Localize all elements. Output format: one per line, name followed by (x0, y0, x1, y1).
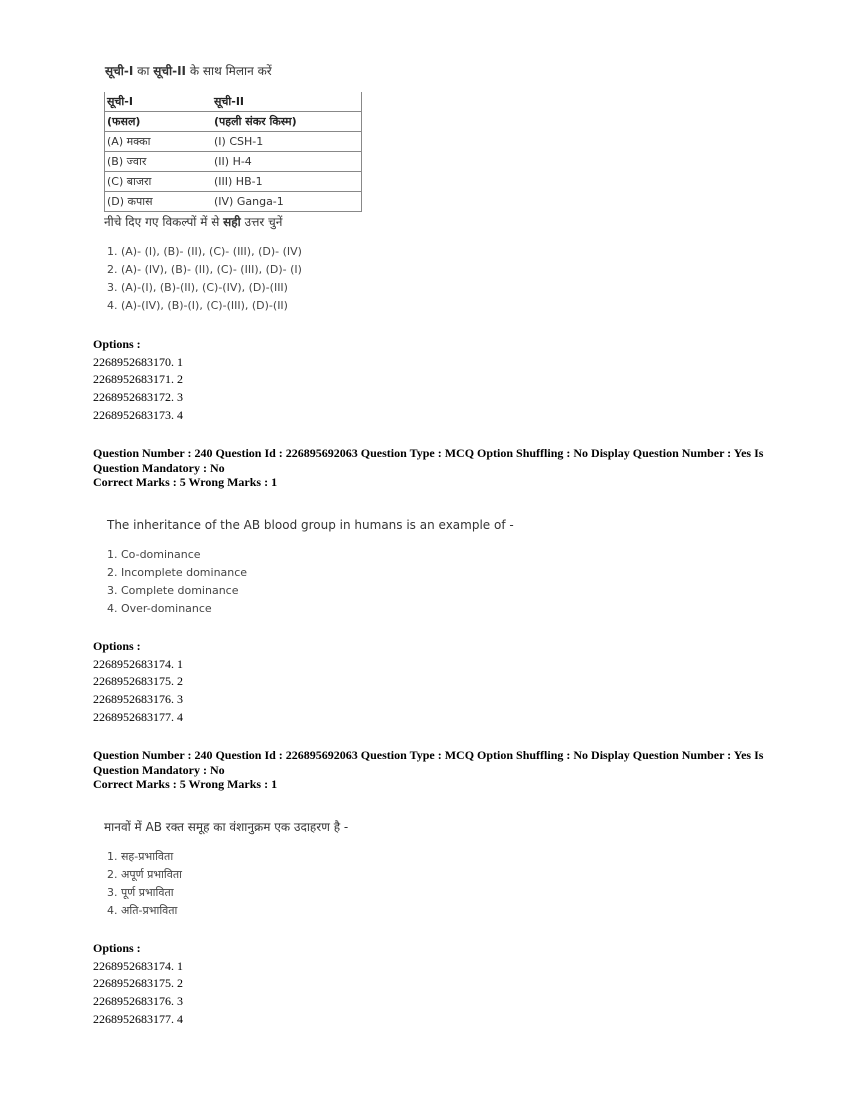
list-item: 2. अपूर्ण प्रभाविता (107, 868, 183, 881)
list-1-label: सूची-I (105, 64, 134, 78)
option-id: 2268952683177. 4 (93, 1011, 183, 1026)
table-cell: (पहली संकर किस्म) (212, 112, 362, 132)
option-id: 2268952683177. 4 (93, 709, 183, 724)
options-header: Options : (93, 337, 141, 351)
option-id: 2268952683174. 1 (93, 656, 183, 671)
choice-list (107, 848, 182, 920)
table-row (105, 192, 362, 212)
prompt-bold: सही (223, 215, 241, 229)
list-item: 1. (A)- (I), (B)- (II), (C)- (III), (D)- (IV) (107, 245, 302, 258)
list-item: 4. अति-प्रभाविता (107, 904, 178, 917)
table-cell: सूची-II (212, 92, 362, 112)
instruction-tail: के साथ मिलान करें (186, 64, 272, 78)
question-text: The inheritance of the AB blood group in humans is an example of - (107, 518, 514, 532)
table-cell: (I) CSH-1 (212, 132, 362, 152)
option-id: 2268952683176. 3 (93, 692, 183, 707)
option-id: 2268952683175. 2 (93, 976, 183, 991)
options-header: Options : (93, 941, 141, 955)
table-cell: (III) HB-1 (212, 172, 362, 192)
options-block (93, 336, 183, 425)
list-item: 4. (A)-(IV), (B)-(I), (C)-(III), (D)-(II) (107, 299, 288, 312)
marks-line: Correct Marks : 5 Wrong Marks : 1 (93, 475, 278, 489)
option-id: 2268952683170. 1 (93, 354, 183, 369)
choice-list (107, 546, 247, 618)
option-id: 2268952683171. 2 (93, 372, 183, 387)
table-cell: (B) ज्वार (105, 152, 213, 172)
table-cell: (II) H-4 (212, 152, 362, 172)
options-block (93, 638, 183, 727)
list-item: 4. Over-dominance (107, 602, 212, 615)
question-text: मानवों में AB रक्त समूह का वंशानुक्रम एक उदाहरण है - (104, 820, 349, 834)
table-header-row (105, 92, 362, 112)
prompt-pre: नीचे दिए गए विकल्पों में से (104, 215, 224, 229)
table-cell: (C) बाजरा (105, 172, 213, 192)
marks-line: Correct Marks : 5 Wrong Marks : 1 (93, 777, 278, 791)
list-item: 3. पूर्ण प्रभाविता (107, 886, 174, 899)
table-subheader-row (105, 112, 362, 132)
list-2-label: सूची-II (153, 64, 187, 78)
match-table (104, 92, 362, 212)
table-row (105, 132, 362, 152)
list-item: 1. Co-dominance (107, 548, 201, 561)
select-prompt (104, 213, 282, 231)
option-id: 2268952683173. 4 (93, 407, 183, 422)
choice-list (107, 243, 302, 315)
question-meta: Question Number : 240 Question Id : 226895692063 Question Type : MCQ Option Shuffling : No Display Question Number : Yes Is Question Mandatory : No (93, 748, 764, 777)
table-cell: (D) कपास (105, 192, 213, 212)
match-instruction (105, 62, 272, 80)
option-id: 2268952683175. 2 (93, 674, 183, 689)
table-cell: (A) मक्का (105, 132, 213, 152)
table-row (105, 152, 362, 172)
option-id: 2268952683172. 3 (93, 390, 183, 405)
list-item: 3. (A)-(I), (B)-(II), (C)-(IV), (D)-(III) (107, 281, 288, 294)
list-item: 1. सह-प्रभाविता (107, 850, 174, 863)
options-block (93, 940, 183, 1029)
prompt-post: उत्तर चुनें (240, 215, 283, 229)
option-id: 2268952683174. 1 (93, 958, 183, 973)
question-meta: Question Number : 240 Question Id : 226895692063 Question Type : MCQ Option Shuffling : No Display Question Number : Yes Is Question Mandatory : No (93, 446, 764, 475)
table-cell: (IV) Ganga-1 (212, 192, 362, 212)
options-header: Options : (93, 639, 141, 653)
option-id: 2268952683176. 3 (93, 994, 183, 1009)
table-cell: (फसल) (105, 112, 213, 132)
table-cell: सूची-I (105, 92, 213, 112)
table-row (105, 172, 362, 192)
instruction-mid: का (133, 64, 154, 78)
list-item: 3. Complete dominance (107, 584, 239, 597)
list-item: 2. Incomplete dominance (107, 566, 248, 579)
list-item: 2. (A)- (IV), (B)- (II), (C)- (III), (D)- (I) (107, 263, 302, 276)
